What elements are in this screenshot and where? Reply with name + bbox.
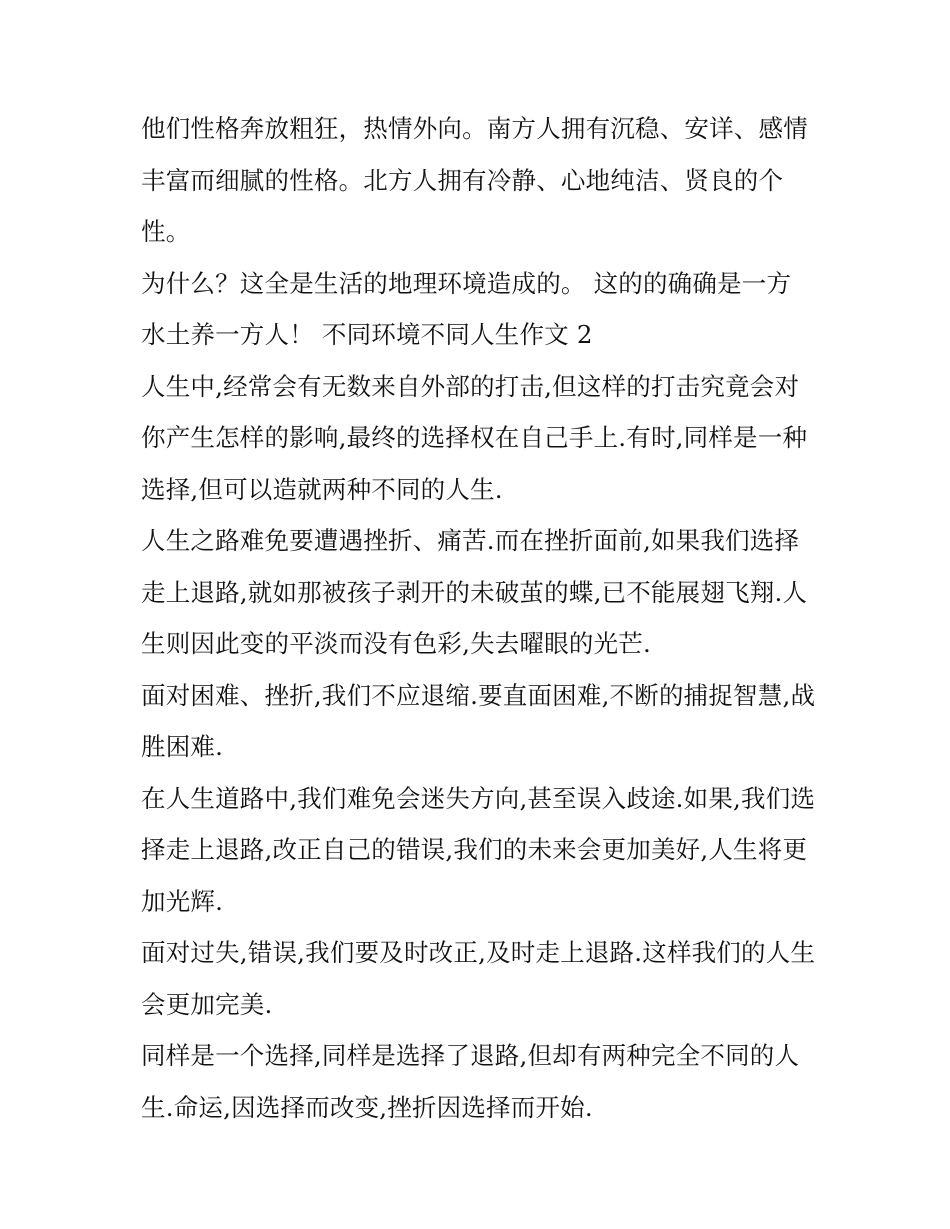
text-line: 为什么？这全是生活的地理环境造成的。 这的的确确是一方 xyxy=(141,268,792,298)
text-line: 面对困难、挫折,我们不应退缩.要直面困难,不断的捕捉智慧,战 xyxy=(141,680,816,710)
paragraph xyxy=(141,773,816,928)
text-line: 水土养一方人！ 不同环境不同人生作文 2 xyxy=(141,320,593,349)
paragraph xyxy=(141,927,816,1030)
paragraph xyxy=(141,515,813,670)
text-line: 面对过失,错误,我们要及时改正,及时走上退路.这样我们的人生 xyxy=(141,938,816,967)
paragraph xyxy=(141,1030,813,1133)
text-line: 生.命运,因选择而改变,挫折因选择而开始. xyxy=(141,1092,593,1122)
text-line: 生则因此变的平淡而没有色彩,失去曜眼的光芒. xyxy=(141,629,651,658)
text-line: 会更加完美. xyxy=(141,989,273,1019)
text-line: 走上退路,就如那被孩子剥开的未破茧的蝶,已不能展翅飞翔.人 xyxy=(141,577,808,607)
document-body xyxy=(141,103,816,1133)
text-line: 人生中,经常会有无数来自外部的打击,但这样的打击究竟会对 xyxy=(141,371,800,401)
text-line: 丰富而细腻的性格。北方人拥有冷静、心地纯洁、贤良的个 xyxy=(141,165,784,195)
text-line: 同样是一个选择,同样是选择了退路,但却有两种完全不同的人 xyxy=(141,1041,800,1070)
text-line: 在人生道路中,我们难免会迷失方向,甚至误入歧途.如果,我们选 xyxy=(141,783,816,813)
text-line: 胜困难. xyxy=(141,732,224,761)
paragraph xyxy=(141,670,816,773)
text-line: 选择,但可以造就两种不同的人生. xyxy=(141,474,503,504)
text-line: 他们性格奔放粗狂，热情外向。南方人拥有沉稳、安详、感情 xyxy=(141,114,808,143)
text-line: 人生之路难免要遭遇挫折、痛苦.而在挫折面前,如果我们选择 xyxy=(141,526,800,555)
paragraph xyxy=(141,103,813,258)
paragraph xyxy=(141,258,813,361)
paragraph xyxy=(141,361,813,516)
text-line: 性。 xyxy=(141,217,191,246)
text-line: 你产生怎样的影响,最终的选择权在自己手上.有时,同样是一种 xyxy=(141,423,808,452)
text-line: 加光辉. xyxy=(141,886,224,916)
text-line: 择走上退路,改正自己的错误,我们的未来会更加美好,人生将更 xyxy=(141,835,808,864)
